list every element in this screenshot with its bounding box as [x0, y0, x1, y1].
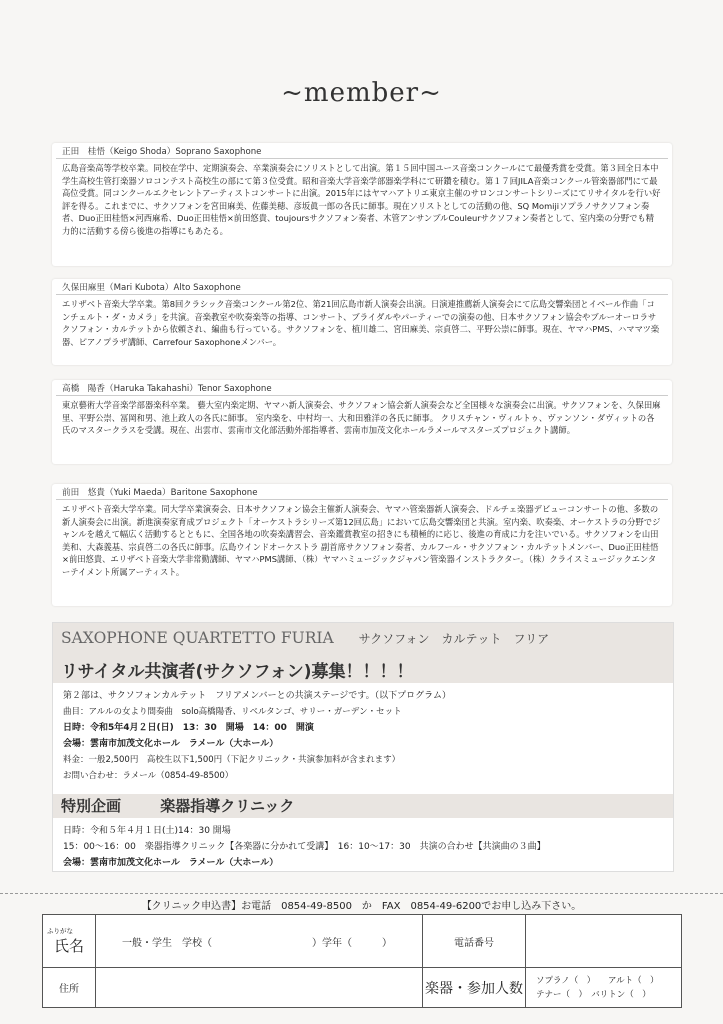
event-intro: 第２部は、サクソフォンカルテット フリアメンバーとの共演ステージです。（以下プログラム）	[63, 691, 451, 701]
group-name-ja: サクソフォン カルテット フリア	[358, 632, 550, 646]
group-name-en: SAXOPHONE QUARTETTO FURIA	[61, 629, 334, 647]
event-pieces: 曲目：アルルの女より間奏曲 solo高橋陽香、リベルタンゴ、サリー・ガーデン・セット	[63, 707, 402, 717]
address-field[interactable]	[96, 968, 423, 1008]
cut-line	[0, 893, 723, 894]
clinic-schedule: 15：00〜16：00 楽器指導クリニック【各楽器に分かれて受講】 16：10〜17：30 共演の合わせ【共演曲の３曲】	[63, 842, 546, 852]
member-card-alto	[52, 279, 672, 365]
clinic-details	[63, 823, 546, 871]
group-name	[61, 629, 549, 647]
recital-event-box	[52, 622, 674, 872]
event-contact: お問い合わせ：ラメール（0854‐49‐8500）	[63, 771, 234, 781]
event-header	[53, 623, 673, 683]
clinic-date: 日時：令和５年４月１日(土)14：30 開場	[63, 826, 231, 836]
school-line: 一般・学生 学校（ ）学年（ ）	[122, 937, 392, 949]
event-details	[53, 683, 673, 784]
member-bio: エリザベト音楽大学卒業。同大学卒業演奏会、日本サクソフォン協会主催新人演奏会、ヤマハ管楽器新人演奏会、ドルチェ楽器デビューコンサートの他、多数の新人演奏会に出演。新進演奏家育成プロジェクト「オーケストラシリーズ第12回広島」において広島交響楽団と共演。室内楽、吹奏楽、オーケストラの分野でジャンルを越えて幅広く活動するとともに、全国各地の吹奏楽講習会、音楽鑑賞教室の招きにも積極的に応じ、後進の育成に力を注いでいる。サクソフォンを山田美和、大森義基、宗貞啓二の各氏に師事。広島ウインドオーケストラ 副首席サクソフォン奏者、カルフール・サクソフォン・カルテットメンバー、Duo正田桂悟×前田悠貴、エリザベト音楽大学非常勤講師、ヤマハPMS講師、（株）ヤマハミュージックジャパン管楽器インストラクター。（株）クライスミュージックエンターテイメント所属アーティスト。	[62, 504, 661, 577]
member-bio: 広島音楽高等学校卒業。同校在学中、定期演奏会、卒業演奏会にソリストとして出演。第１５回中国ユース音楽コンクールにて最優秀賞を受賞。第３回全日本中学生高校生管打楽器ソロコンテスト高校生の部にて第３位受賞。昭和音楽大学音楽学部器楽学科にて研鑽を積む。第１７回JILA音楽コンクール管楽器部門にて最高位受賞。同コンクールエクセレントアーティストコンサートに出演。2015年にはヤマハアトリエ東京主催のサロンコンサートシリーズにてリサイタルを行い好評を得る。これまでに、サクソフォンを宮田麻美、佐藤美穂、彦坂眞一郎の各氏に師事。現在ソリストとしての活動の他、SQ Momijiソプラノサクソフォン奏者、Duo正田桂悟×河西麻希、Duo正田桂悟×前田悠貴、toujoursサクソフォン奏者、木管アンサンブルCouleurサクソフォン奏者として、室内楽の分野でも精力的に活動する傍ら後進の指導にもあたる。	[62, 163, 661, 236]
event-fee: 料金：一般2,500円 高校生以下1,500円（下記クリニック・共演参加料が含まれます）	[63, 755, 401, 765]
instrument-field[interactable]	[526, 968, 682, 1008]
event-headline: リサイタル共演者(サクソフォン)募集！！！！	[61, 662, 414, 682]
apply-instructions: 【クリニック申込書】お電話 0854-49-8500 か FAX 0854-49-6200でお申し込み下さい。	[141, 901, 582, 912]
member-name: 前田 悠貴（Yuki Maeda）Baritone Saxophone	[56, 484, 668, 500]
name-label: 氏名	[53, 937, 84, 955]
soprano-count: ソプラノ（ ）	[536, 975, 591, 986]
clinic-header	[53, 794, 673, 818]
member-name: 久保田麻里（Mari Kubota）Alto Saxophone	[56, 279, 668, 295]
phone-field[interactable]	[526, 915, 682, 968]
name-field[interactable]	[96, 915, 423, 968]
name-label-cell	[43, 915, 96, 968]
member-name: 正田 桂悟（Keigo Shoda）Soprano Saxophone	[56, 143, 668, 159]
member-card-baritone	[52, 484, 672, 606]
address-label: 住所	[43, 968, 96, 1008]
alto-count: アルト（ ）	[608, 975, 659, 986]
application-form	[42, 914, 682, 1008]
event-venue: 会場：雲南市加茂文化ホール ラメール（大ホール）	[63, 739, 279, 749]
member-bio: 東京藝術大学音楽学部器楽科卒業。 藝大室内楽定期、ヤマハ新人演奏会、サクソフォン協会新人演奏会など全国様々な演奏会に出演。サクソフォンを、久保田麻里、平野公崇、冨岡和男、池上政人の各氏に師事。 室内楽を、中村均一、大和田雅洋の各氏に師事。 クリスチャン・ヴィルトゥ、ヴァンソン・ダヴィットの各氏のマスタークラスを受講。現在、出雲市、雲南市文化部活動外部指導者、雲南市加茂文化ホールラメールマスターズプロジェクト講師。	[62, 400, 661, 436]
event-datetime: 日時：令和5年4月２日(日) 13：30 開場 14：00 開演	[63, 723, 314, 733]
furigana-label: ふりがな	[47, 927, 73, 935]
clinic-venue: 会場：雲南市加茂文化ホール ラメール（大ホール）	[63, 858, 279, 868]
clinic-title: 楽器指導クリニック	[160, 797, 295, 815]
member-bio: エリザベト音楽大学卒業。第8回クラシック音楽コンクール第2位、第21回広島市新人演奏会出演。日演連推薦新人演奏会にて広島交響楽団とイベール作曲「コンチェルト・ダ・カメラ」を共演。音楽教室や吹奏楽等の指導、コンサート、ブライダルやパーティーでの演奏の他、日本サクソフォン協会やブルーオーロラサクソフォン・カルテットから依頼され、編曲も行っている。サクソフォンを、植川雄二、宮田麻美、宗貞啓二、平野公崇に師事。現在、ヤマハPMS、ハママツ楽器、ピアノプラザ講師、Carrefour Saxophoneメンバー。	[62, 299, 660, 347]
member-card-tenor	[52, 380, 672, 464]
instrument-label: 楽器・参加人数	[423, 968, 526, 1008]
phone-label: 電話番号	[423, 915, 526, 968]
member-card-soprano	[52, 143, 672, 266]
page-title: ~member~	[281, 78, 442, 108]
member-name: 高橋 陽香（Haruka Takahashi）Tenor Saxophone	[56, 380, 668, 396]
clinic-label: 特別企画	[61, 797, 122, 815]
baritone-count: バリトン（ ）	[591, 989, 651, 1000]
tenor-count: テナー（ ）	[536, 989, 583, 1000]
